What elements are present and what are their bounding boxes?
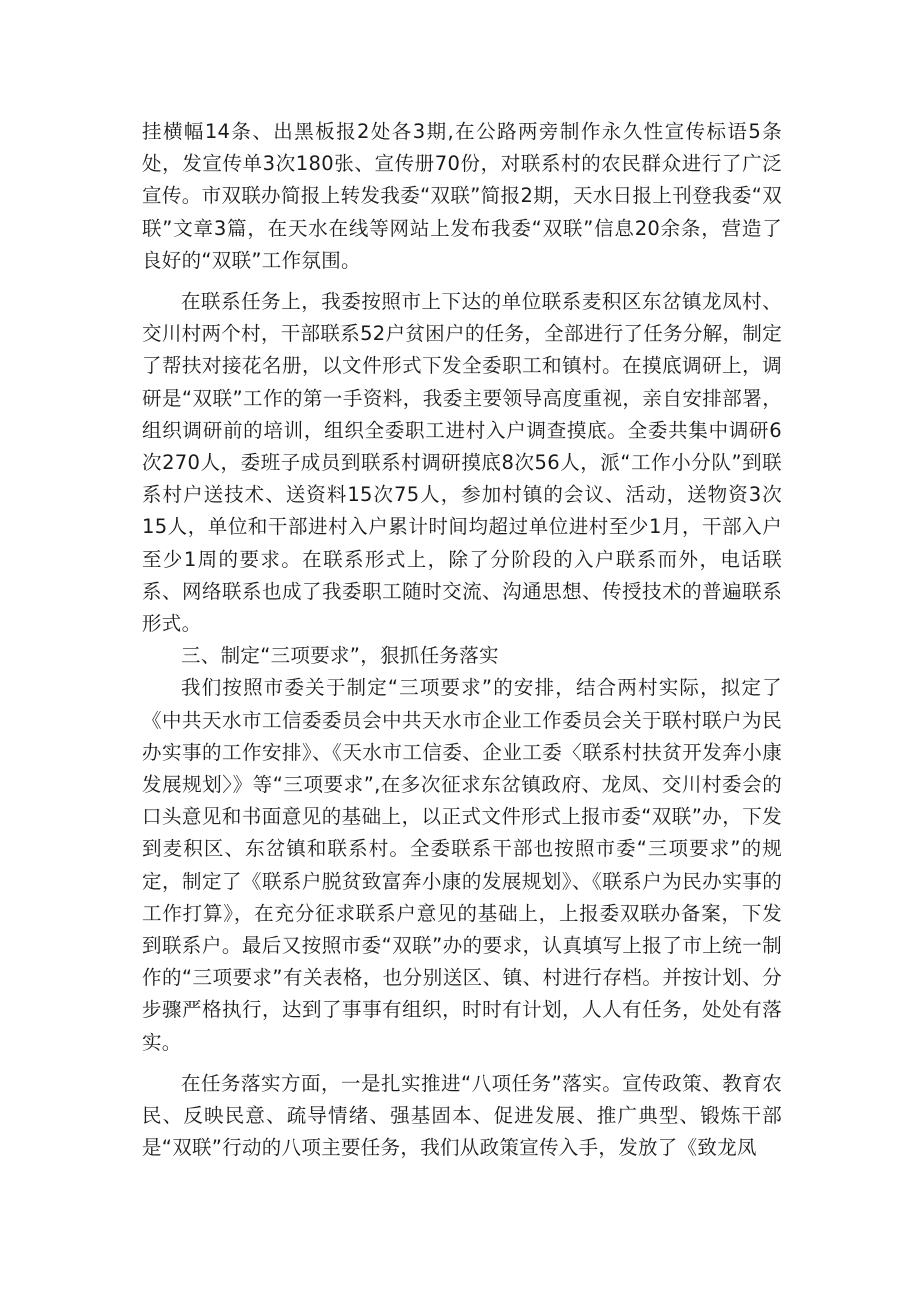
- document-body: [142, 116, 782, 1165]
- paragraph-4: 在任务落实方面，一是扎实推进“八项任务”落实。宣传政策、教育农民、反映民意、疏导情绪、强基固本、促进发展、推广典型、锻炼干部是“双联”行动的八项主要任务，我们从政策宣传入手，发放了《致龙凤: [142, 1071, 782, 1160]
- paragraph-2: 在联系任务上，我委按照市上下达的单位联系麦积区东岔镇龙凤村、交川村两个村，干部联系52户贫困户的任务，全部进行了任务分解，制定了帮扶对接花名册，以文件形式下发全委职工和镇村。在摸底调研上，调研是“双联”工作的第一手资料，我委主要领导高度重视，亲自安排部署，组织调研前的培训，组织全委职工进村入户调查摸底。全委共集中调研6次270人，委班子成员到联系村调研摸底8次56人，派“工作小分队”到联系村户送技术、送资料15次75人，参加村镇的会议、活动，送物资3次15人，单位和干部进村入户累计时间均超过单位进村至少1月，干部入户至少1周的要求。在联系形式上，除了分阶段的入户联系而外，电话联系、网络联系也成了我委职工随时交流、沟通思想、传授技术的普遍联系形式。: [142, 290, 782, 636]
- paragraph-3: 我们按照市委关于制定“三项要求”的安排，结合两村实际，拟定了《中共天水市工信委委员会中共天水市企业工作委员会关于联村联户为民办实事的工作安排》、《天水市工信委、企业工委〈联系村扶贫开发奔小康发展规划〉》等“三项要求”,在多次征求东岔镇政府、龙凤、交川村委会的口头意见和书面意见的基础上，以正式文件形式上报市委“双联”办，下发到麦积区、东岔镇和联系村。全委联系干部也按照市委“三项要求”的规定，制定了《联系户脱贫致富奔小康的发展规划》、《联系户为民办实事的工作打算》，在充分征求联系户意见的基础上，上报委双联办备案，下发到联系户。最后又按照市委“双联”办的要求，认真填写上报了市上统一制作的“三项要求”有关表格，也分别送区、镇、村进行存档。并按计划、分步骤严格执行，达到了事事有组织，时时有计划，人人有任务，处处有落实。: [142, 676, 782, 1054]
- section-heading: 三、制定“三项要求”，狠抓任务落实: [181, 644, 499, 668]
- paragraph-1: 挂横幅14条、出黑板报2处各3期,在公路两旁制作永久性宣传标语5条处，发宣传单3次180张、宣传册70份，对联系村的农民群众进行了广泛宣传。市双联办简报上转发我委“双联”简报2期，天水日报上刊登我委“双联”文章3篇，在天水在线等网站上发布我委“双联”信息20余条，营造了良好的“双联”工作氛围。: [142, 120, 782, 272]
